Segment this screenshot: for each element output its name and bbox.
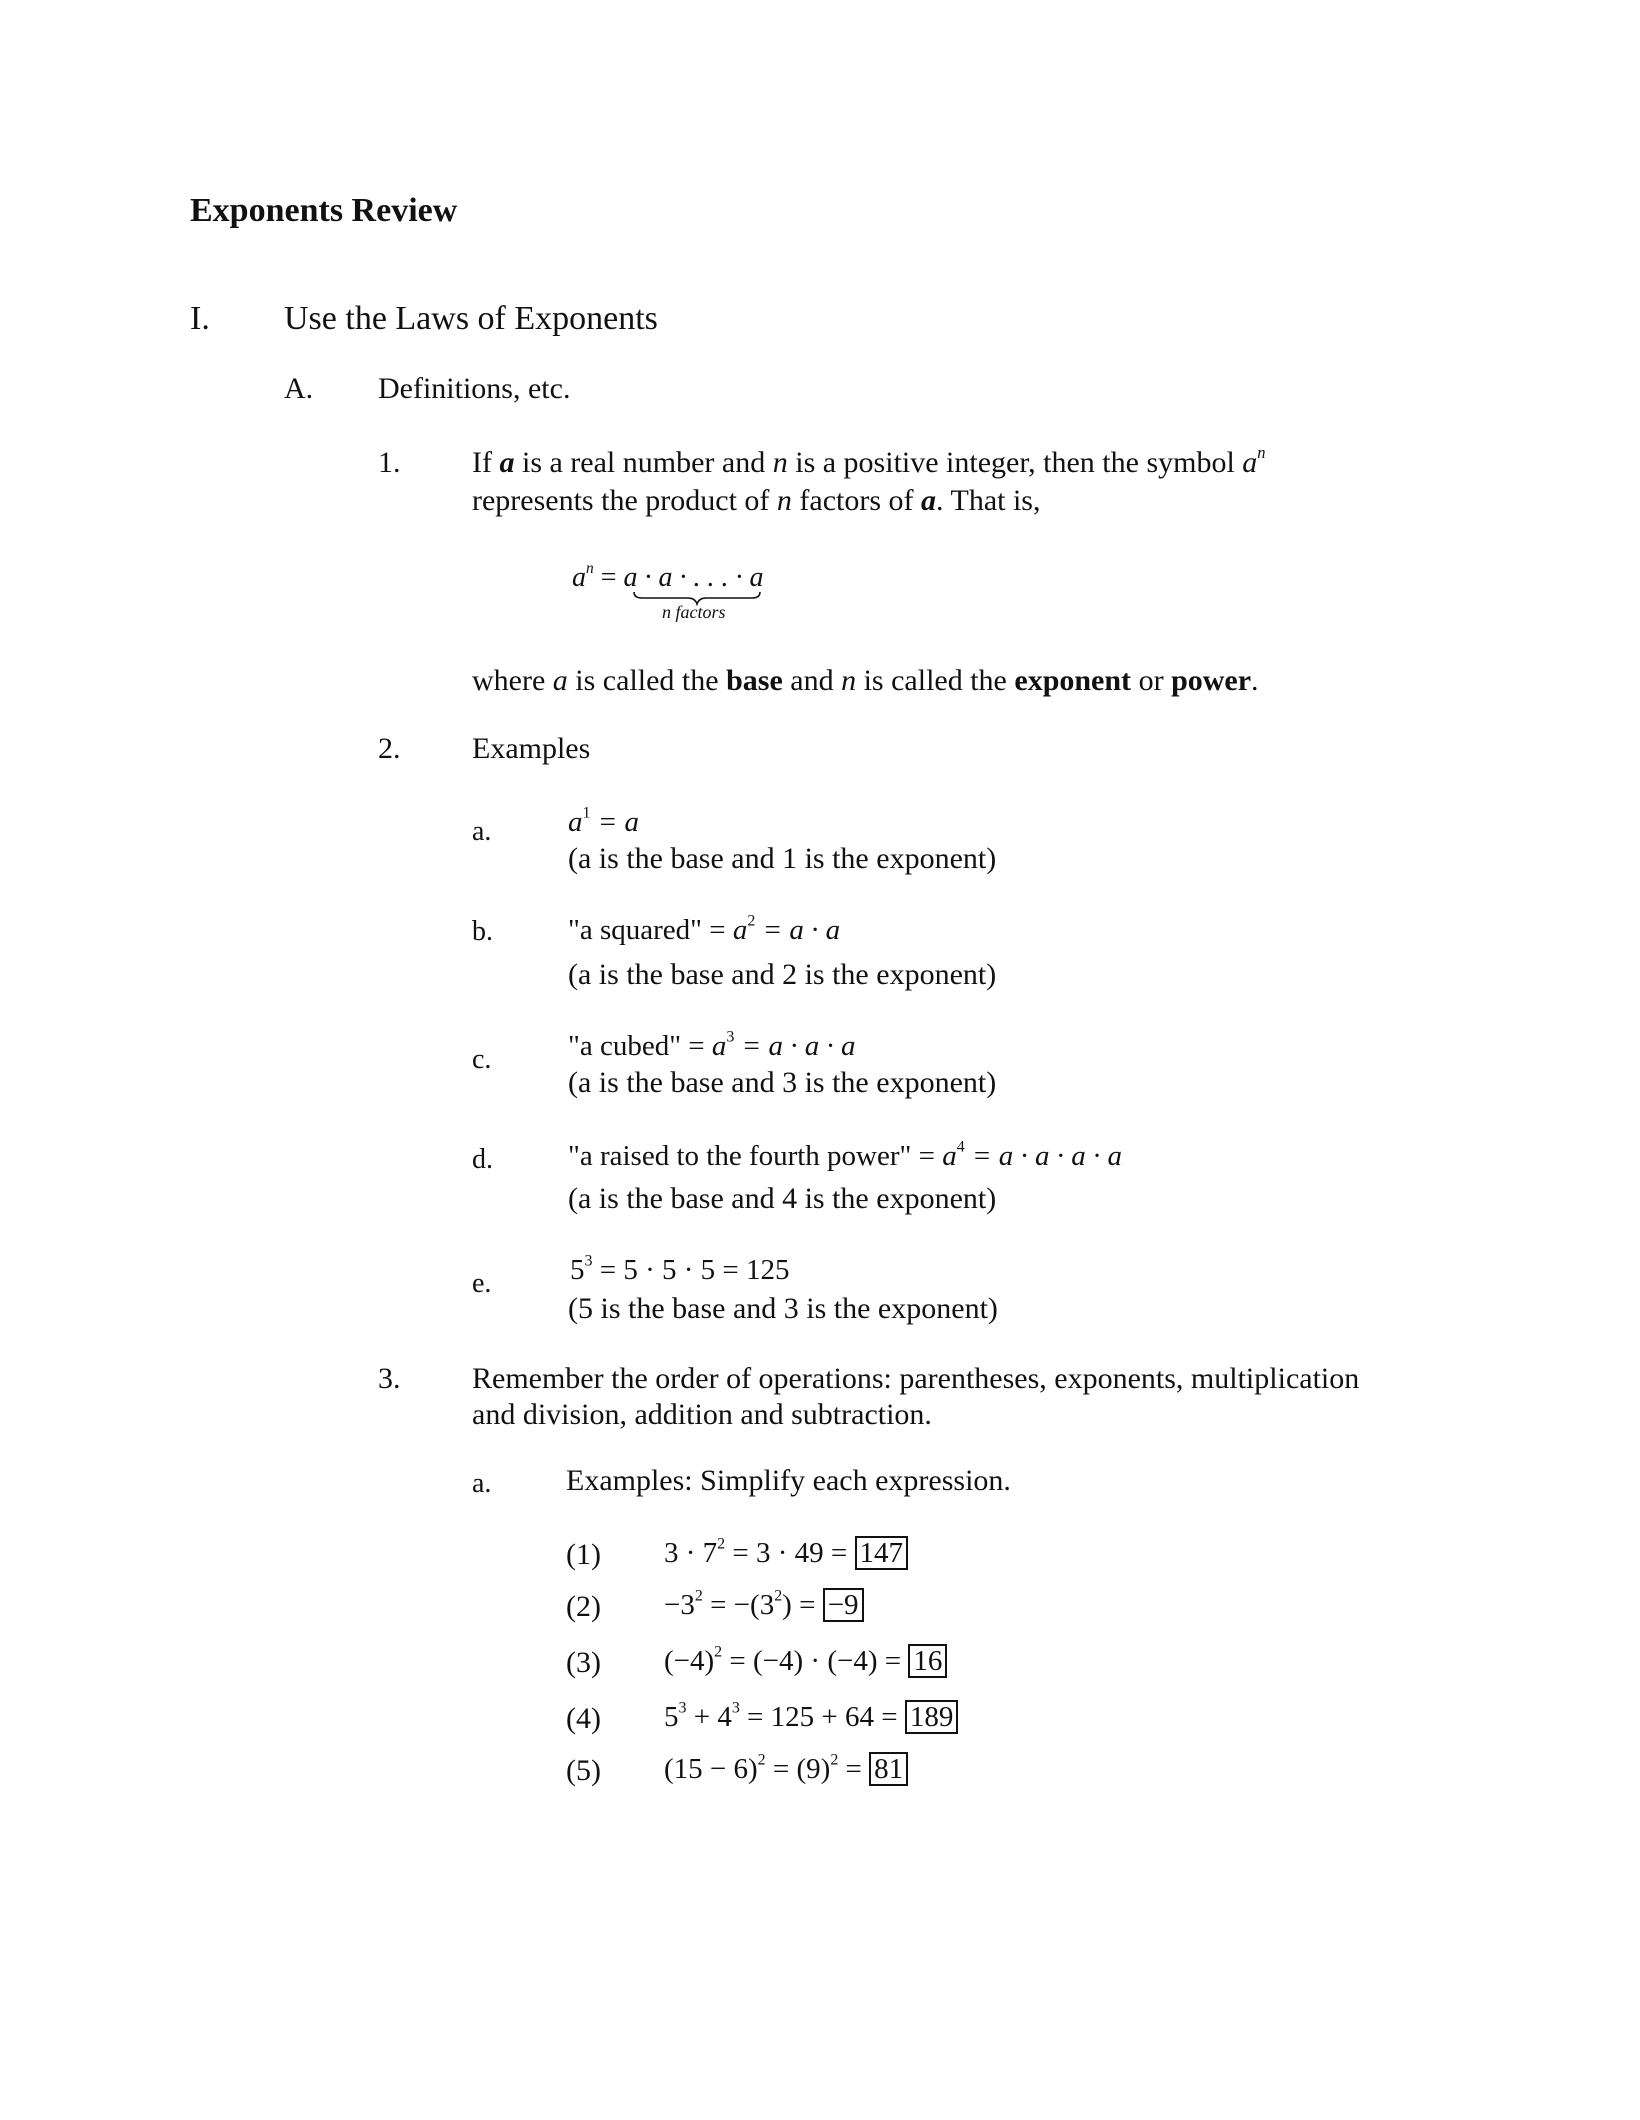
example-d-note: (a is the base and 4 is the exponent) <box>568 1182 997 1215</box>
definition-formula: $a^n = a \cdot a$ · . . . · a <box>572 559 764 593</box>
problem-number: (4) <box>566 1702 601 1735</box>
problem-3-expression: $(-4)^2 = (-4) \cdot (-4) = 16$ <box>664 1644 947 1678</box>
item-1-number: 1. <box>378 446 401 479</box>
section-number: I. <box>190 300 210 337</box>
section-heading: Use the Laws of Exponents <box>284 300 658 337</box>
page-title: Exponents Review <box>190 192 458 229</box>
example-e-note: (5 is the base and 3 is the exponent) <box>568 1292 998 1325</box>
example-letter: d. <box>472 1144 493 1175</box>
answer-box: 147 <box>855 1536 909 1570</box>
item-3-number: 3. <box>378 1362 401 1395</box>
answer-box: −9 <box>823 1588 864 1622</box>
item-3-line-1: Remember the order of operations: parentheses, exponents, multiplication <box>472 1362 1360 1395</box>
subsection-letter: A. <box>284 372 314 405</box>
problem-number: (5) <box>566 1754 601 1787</box>
item-2-number: 2. <box>378 732 401 765</box>
example-c-formula: "a cubed" = $a^3 = a \cdot a \cdot a$ <box>568 1028 856 1062</box>
example-letter: b. <box>472 916 493 947</box>
sub-item-letter: a. <box>472 1468 492 1499</box>
answer-box: 16 <box>908 1644 947 1678</box>
item-1-line-2: represents the product of n factors of a. That is, <box>472 484 1041 517</box>
problem-5-expression: $(15 - 6)^2 = (9)^2 = 81$ <box>664 1752 908 1786</box>
problem-2-expression: $-3^2 = -(3^2) = -9$ <box>664 1588 864 1622</box>
subsection-heading: Definitions, etc. <box>378 372 571 405</box>
answer-box: 81 <box>869 1752 908 1786</box>
example-b-note: (a is the base and 2 is the exponent) <box>568 958 997 991</box>
example-letter: c. <box>472 1044 492 1075</box>
example-c-note: (a is the base and 3 is the exponent) <box>568 1066 997 1099</box>
example-letter: a. <box>472 816 492 847</box>
example-letter: e. <box>472 1268 492 1299</box>
problem-1-expression: $3 \cdot 7^2 = 3 \cdot 49 = 147$ <box>664 1536 908 1570</box>
sub-item-text: Examples: Simplify each expression. <box>566 1464 1011 1497</box>
definition-where-line: where a is called the base and n is called the exponent or power. <box>472 664 1259 697</box>
answer-box: 189 <box>905 1700 959 1734</box>
example-b-formula: "a squared" = $a^2 = a \cdot a$ <box>568 912 841 946</box>
example-d-formula: "a raised to the fourth power" = $a^4 = a \cdot a \cdot a \cdot a$ <box>568 1138 1123 1172</box>
example-a-note: (a is the base and 1 is the exponent) <box>568 842 997 875</box>
item-3-line-2: and division, addition and subtraction. <box>472 1398 932 1431</box>
underbrace-label: n factors <box>662 602 726 622</box>
item-2-label: Examples <box>472 732 591 765</box>
problem-4-expression: $5^3 + 4^3 = 125 + 64 = 189$ <box>664 1700 958 1734</box>
example-a-formula: $a^1 = a$ <box>568 804 640 838</box>
problem-number: (1) <box>566 1538 601 1571</box>
item-1-line-1: If a is a real number and n is a positive integer, then the symbol $a^n$ <box>472 442 1266 479</box>
problem-number: (3) <box>566 1646 601 1679</box>
example-e-formula: $5^3 = 5 \cdot 5 \cdot 5 = 125$ <box>570 1252 790 1286</box>
problem-number: (2) <box>566 1590 601 1623</box>
